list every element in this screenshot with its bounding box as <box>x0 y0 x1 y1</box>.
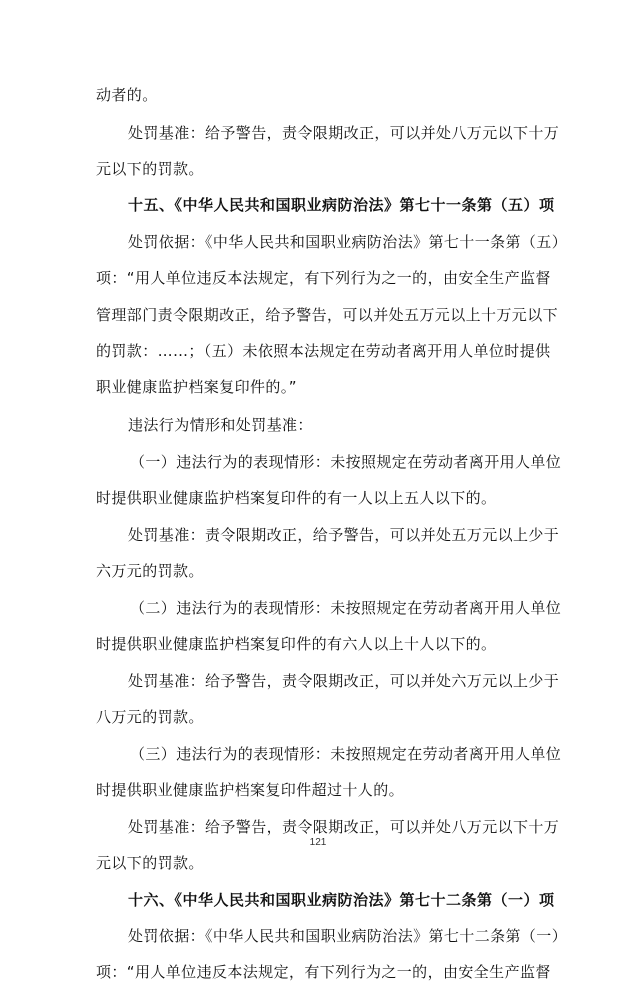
body-line-continuation: 八万元的罚款。 <box>96 708 204 726</box>
violation-case-1-line: （一）违法行为的表现情形：未按照规定在劳动者离开用人单位 <box>130 453 562 471</box>
body-line-continuation: 职业健康监护档案复印件的。” <box>96 378 297 396</box>
penalty-standard-line: 处罚基准：给予警告，责令限期改正，可以并处六万元以上少于 <box>128 672 560 690</box>
section-heading-16: 十六、《中华人民共和国职业病防治法》第七十二条第（一）项 <box>128 891 555 909</box>
penalty-standard-line: 处罚基准：给予警告，责令限期改正，可以并处八万元以下十万 <box>128 818 560 836</box>
body-line: 项：“用人单位违反本法规定，有下列行为之一的，由安全生产监督 <box>96 269 551 287</box>
body-line-continuation: 时提供职业健康监护档案复印件的有六人以上十人以下的。 <box>96 635 497 653</box>
body-line: 的罚款：……；（五）未依照本法规定在劳动者离开用人单位时提供 <box>96 342 551 360</box>
body-line-continuation: 动者的。 <box>96 86 158 104</box>
violation-scenarios-heading: 违法行为情形和处罚基准： <box>128 416 313 434</box>
body-line-continuation: 六万元的罚款。 <box>96 562 204 580</box>
violation-case-2-line: （二）违法行为的表现情形：未按照规定在劳动者离开用人单位 <box>130 599 562 617</box>
penalty-basis-line: 处罚依据：《中华人民共和国职业病防治法》第七十一条第（五） <box>128 233 568 251</box>
body-line: 项：“用人单位违反本法规定，有下列行为之一的，由安全生产监督 <box>96 963 551 981</box>
body-line-continuation: 元以下的罚款。 <box>96 160 204 178</box>
penalty-standard-line: 处罚基准：给予警告，责令限期改正，可以并处八万元以下十万 <box>128 124 560 142</box>
body-line-continuation: 时提供职业健康监护档案复印件超过十人的。 <box>96 781 405 799</box>
penalty-basis-line: 处罚依据：《中华人民共和国职业病防治法》第七十二条第（一） <box>128 927 568 945</box>
section-heading-15: 十五、《中华人民共和国职业病防治法》第七十一条第（五）项 <box>128 196 555 214</box>
penalty-standard-line: 处罚基准：责令限期改正，给予警告，可以并处五万元以上少于 <box>128 526 560 544</box>
violation-case-3-line: （三）违法行为的表现情形：未按照规定在劳动者离开用人单位 <box>130 745 562 763</box>
body-line: 管理部门责令限期改正，给予警告，可以并处五万元以上十万元以下 <box>96 306 559 324</box>
body-line-continuation: 元以下的罚款。 <box>96 854 204 872</box>
page-number: 121 <box>309 837 327 848</box>
body-line-continuation: 时提供职业健康监护档案复印件的有一人以上五人以下的。 <box>96 489 497 507</box>
